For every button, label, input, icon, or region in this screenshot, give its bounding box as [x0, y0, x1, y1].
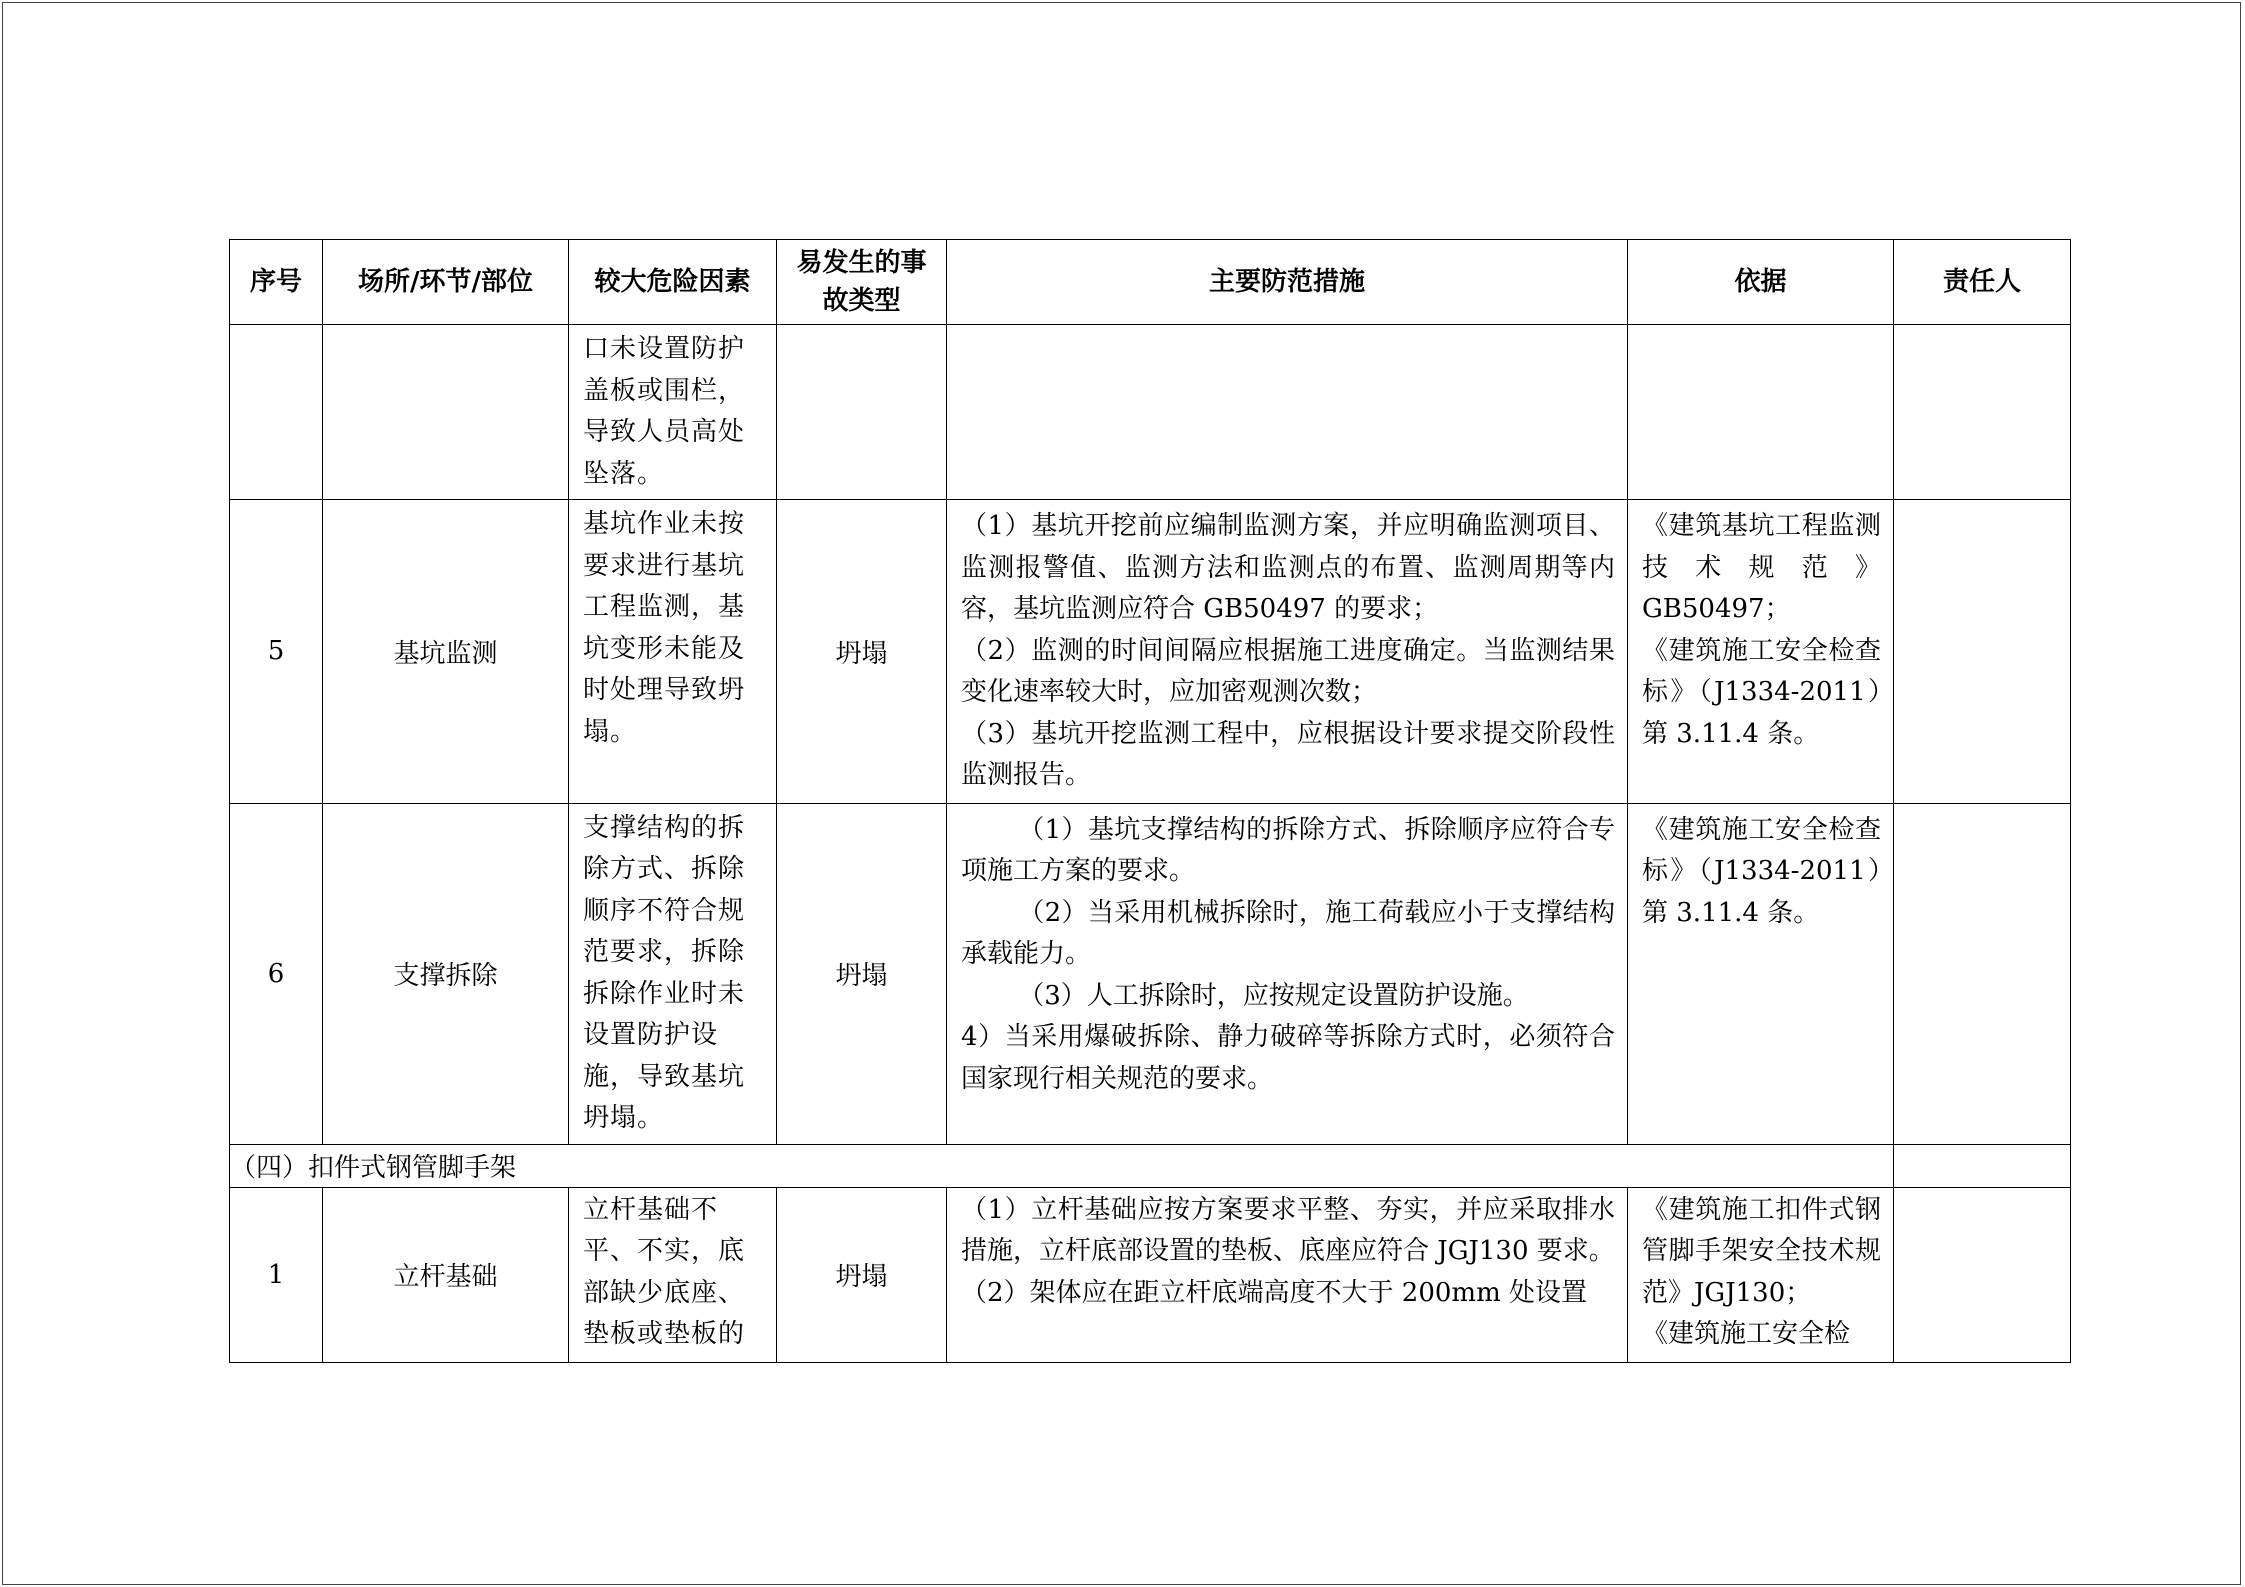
measure-item: （3）人工拆除时，应按规定设置防护设施。: [1018, 980, 1529, 1011]
hazard-line: 时处理导致坍: [583, 675, 746, 705]
cell-accident-type: 坍塌: [777, 500, 947, 804]
measure-item: （1）立杆基础应按方案要求平整、夯实，并应采取排水措施，立杆底部设置的垫板、底座应符合 JGJ130 要求。: [961, 1194, 1615, 1266]
hazard-line: 垫板或垫板的: [583, 1319, 746, 1349]
basis-item: 《建筑基坑工程监测技术规范》GB50497；: [1642, 511, 1881, 624]
table-row: [230, 1187, 2071, 1362]
hazard-line: 顺序不符合规: [583, 895, 746, 926]
hazard-line: 范要求，拆除: [583, 937, 746, 967]
cell-accident-type: 坍塌: [777, 1187, 947, 1362]
cell-no: 5: [230, 500, 323, 804]
cell-no: 6: [230, 803, 323, 1144]
cell-basis: [1628, 500, 1894, 804]
cell-measures: [947, 1187, 1628, 1362]
basis-item: 《建筑施工安全检: [1642, 1319, 1851, 1349]
hazard-line: 施，导致基坑: [583, 1061, 746, 1092]
cell-measures: [947, 803, 1628, 1144]
hazard-line: 口未设置防护: [583, 334, 746, 364]
hazard-line: 设置防护设: [583, 1020, 719, 1050]
section-label: （四）扣件式钢管脚手架: [230, 1144, 1894, 1187]
cell-hazard: [569, 500, 777, 804]
measure-item: （1）基坑开挖前应编制监测方案，并应明确监测项目、监测报警值、监测方法和监测点的布置、监测周期等内容，基坑监测应符合 GB50497 的要求；: [961, 511, 1615, 624]
cell-responsible: [1894, 1187, 2071, 1362]
cell-hazard: [569, 803, 777, 1144]
hazard-line: 塌。: [583, 716, 638, 747]
hazard-line: 部缺少底座、: [583, 1277, 746, 1308]
hazard-line: 工程监测，基: [583, 592, 746, 622]
measure-item: （2）当采用机械拆除时，施工荷载应小于支撑结构承载能力。: [961, 897, 1615, 969]
cell-basis: [1628, 803, 1894, 1144]
header-measures: 主要防范措施: [947, 240, 1628, 325]
cell-location: 基坑监测: [323, 500, 569, 804]
hazard-line: 盖板或围栏，: [583, 375, 746, 406]
hazard-line: 基坑作业未按: [583, 509, 746, 539]
risk-table: [229, 239, 2071, 1363]
hazard-line: 坠落。: [583, 458, 665, 489]
table-row: [230, 803, 2071, 1144]
hazard-line: 支撑结构的拆: [583, 812, 746, 843]
hazard-line: 除方式、拆除: [583, 854, 746, 884]
header-basis: 依据: [1628, 240, 1894, 325]
header-row: [230, 240, 2071, 325]
measure-item: （3）基坑开挖监测工程中，应根据设计要求提交阶段性监测报告。: [961, 718, 1615, 790]
header-responsible: 责任人: [1894, 240, 2071, 325]
header-accident-type: 易发生的事故类型: [777, 240, 947, 325]
cell-basis: [1628, 1187, 1894, 1362]
cell-responsible: [1894, 803, 2071, 1144]
hazard-line: 立杆基础不: [583, 1194, 719, 1225]
measure-item: （1）基坑支撑结构的拆除方式、拆除顺序应符合专项施工方案的要求。: [961, 814, 1615, 886]
table-row: [230, 500, 2071, 804]
hazard-line: 坍塌。: [583, 1103, 665, 1133]
hazard-line: 导致人员高处: [583, 417, 746, 447]
measure-item: 4）当采用爆破拆除、静力破碎等拆除方式时，必须符合国家现行相关规范的要求。: [961, 1022, 1615, 1094]
measure-item: （2）架体应在距立杆底端高度不大于 200mm 处设置: [961, 1277, 1588, 1308]
cell-no: [230, 325, 323, 500]
cell-location: 支撑拆除: [323, 803, 569, 1144]
cell-accident-type: 坍塌: [777, 803, 947, 1144]
hazard-line: 要求进行基坑: [583, 550, 746, 581]
header-location: 场所/环节/部位: [323, 240, 569, 325]
cell-location: [323, 325, 569, 500]
cell-responsible: [1894, 325, 2071, 500]
cell-basis: [1628, 325, 1894, 500]
cell-no: 1: [230, 1187, 323, 1362]
table-row: [230, 325, 2071, 500]
cell-responsible: [1894, 500, 2071, 804]
hazard-line: 拆除作业时未: [583, 978, 746, 1009]
hazard-line: 坑变形未能及: [583, 633, 746, 664]
cell-responsible: [1894, 1144, 2071, 1187]
measure-item: （2）监测的时间间隔应根据施工进度确定。当监测结果变化速率较大时，应加密观测次数；: [961, 635, 1615, 707]
cell-measures: [947, 325, 1628, 500]
header-no: 序号: [230, 240, 323, 325]
basis-item: 《建筑施工安全检查标》（J1334-2011）第 3.11.4 条。: [1642, 635, 1881, 749]
section-row: [230, 1144, 2071, 1187]
header-hazard: 较大危险因素: [569, 240, 777, 325]
cell-hazard: [569, 325, 777, 500]
cell-accident-type: [777, 325, 947, 500]
basis-item: 《建筑施工扣件式钢管脚手架安全技术规范》JGJ130；: [1642, 1194, 1881, 1308]
cell-measures: [947, 500, 1628, 804]
cell-hazard: [569, 1187, 777, 1362]
basis-item: 《建筑施工安全检查标》（J1334-2011）第 3.11.4 条。: [1642, 814, 1881, 928]
hazard-line: 平、不实，底: [583, 1236, 746, 1266]
cell-location: 立杆基础: [323, 1187, 569, 1362]
